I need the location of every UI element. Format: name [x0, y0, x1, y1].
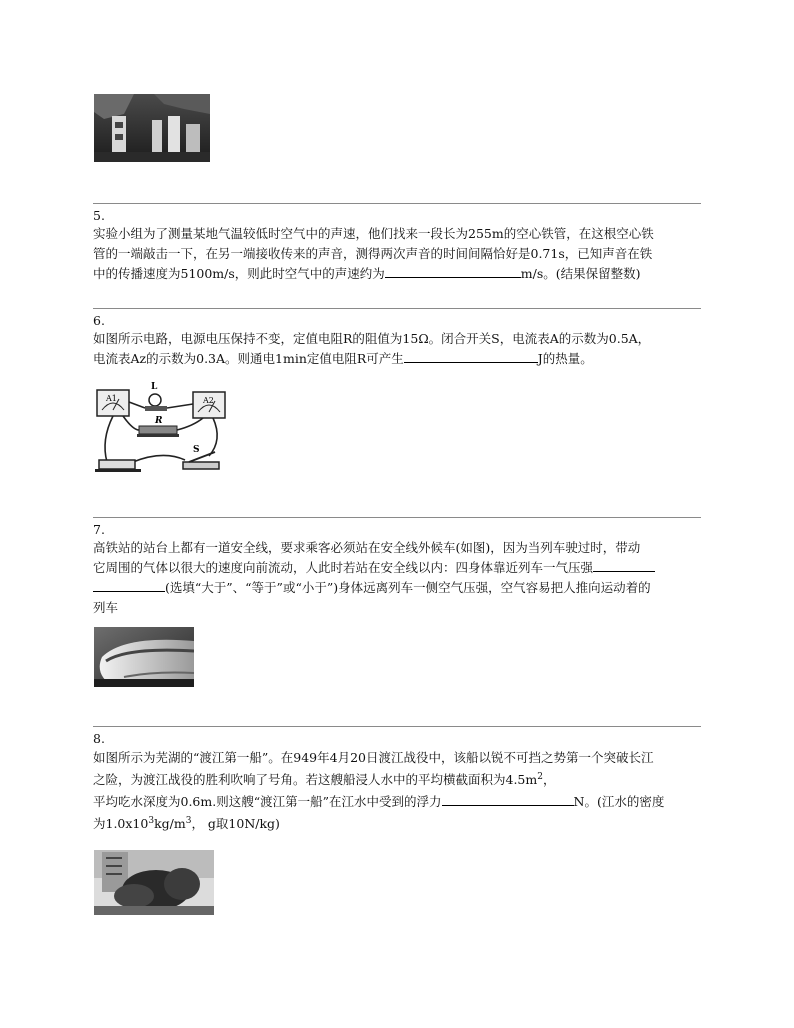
ammeter-a2-label: A2	[203, 396, 214, 405]
question-8-line-2-text: 之险，为渡江战役的胜利吹响了号角。若这艘船浸人水中的平均横截面积为4.5m	[93, 772, 538, 787]
question-5-line-3-end: m/s。(结果保留整数)	[520, 266, 641, 281]
train-photo	[94, 627, 194, 687]
question-6-line-2-end: J的热量。	[537, 351, 593, 366]
question-4-photo	[94, 94, 210, 162]
question-8-number: 8.	[93, 731, 105, 746]
question-8-text	[93, 747, 705, 835]
divider-q8	[93, 726, 701, 727]
question-8-density-unit: kg/m	[154, 816, 186, 831]
question-8-unit-exponent: 3	[185, 815, 192, 826]
question-7-number: 7.	[93, 522, 105, 537]
divider-q7	[93, 517, 701, 518]
question-8-line-1: 如图所示为芜湖的“渡江第一船”。在949年4月20日渡江战役中，该船以锐不可挡之势第一个突破长江	[93, 750, 654, 765]
question-6-text	[93, 329, 705, 369]
question-8-density-exponent: 3	[148, 815, 155, 826]
question-7-text	[93, 538, 705, 618]
question-5-line-3-start: 中的传播速度为5100m/s，则此时空气中的声速约为	[93, 266, 385, 281]
question-7-line-3	[93, 578, 705, 598]
question-5-answer-blank[interactable]	[385, 264, 521, 278]
question-7-line-2	[93, 558, 705, 578]
divider-q5	[93, 203, 701, 204]
question-8-area-exponent: 2	[537, 771, 543, 782]
question-6-line-2-start: 电流表Az的示数为0.3A。则通电1min定值电阻R可产生	[93, 351, 404, 366]
resistor-label: R	[155, 416, 163, 426]
divider-q6	[93, 308, 701, 309]
ferry-boat-photo	[94, 850, 214, 915]
question-6-answer-blank[interactable]	[404, 349, 538, 363]
question-8-line-4-end: ， g取10N/kg)	[191, 816, 280, 831]
circuit-diagram	[93, 380, 229, 478]
question-5-text	[93, 224, 705, 284]
ammeter-a1	[97, 390, 129, 416]
question-8-line-3-end: N。(江水的密度	[573, 794, 665, 809]
question-6-number: 6.	[93, 313, 105, 328]
question-5-line-2: 管的一端敲击一下，在另一端接收传来的声音，测得两次声音的时间间隔恰好是0.71s，已知声音在铁	[93, 246, 653, 261]
question-8-line-2-end: ，	[542, 772, 556, 787]
ammeter-a2	[193, 392, 225, 418]
question-8-line-3	[93, 791, 705, 813]
question-7-answer-blank-b[interactable]	[93, 578, 165, 592]
question-8-line-4	[93, 813, 705, 835]
question-7-line-2-text: 它周围的气体以很大的速度向前流动，人此时若站在安全线以内：四身体靠近列车一气压强	[93, 560, 594, 575]
question-5-line-3	[93, 264, 705, 284]
lamp-label: L	[151, 382, 158, 392]
question-8-line-3-start: 平均吃水深度为0.6m.则这艘“渡江第一船”在江水中受到的浮力	[93, 794, 442, 809]
question-6-line-2	[93, 349, 705, 369]
question-8-answer-blank[interactable]	[442, 792, 574, 806]
question-7-line-1: 高铁站的站台上都有一道安全线，要求乘客必须站在安全线外候车(如图)，因为当列车驶过时，带动	[93, 540, 641, 555]
question-8-density-base: 为1.0x10	[93, 816, 149, 831]
question-7-answer-blank-a[interactable]	[593, 558, 655, 572]
question-7-line-4: 列车	[93, 600, 119, 615]
question-8-line-2	[93, 769, 705, 791]
question-5-number: 5.	[93, 208, 105, 223]
question-5-line-1: 实验小组为了测量某地气温较低时空气中的声速，他们找来一段长为255m的空心铁管，在这根空心铁	[93, 226, 654, 241]
ammeter-a1-label: A1	[106, 394, 117, 403]
battery-icon	[95, 460, 141, 472]
switch-label: S	[193, 445, 200, 455]
question-7-line-3-text: (选填“大于”、“等于”或“小于”)身体远离列车一侧空气压强，空气容易把人推向运动着的	[165, 580, 651, 595]
question-6-line-1: 如图所示电路，电源电压保持不变，定值电阻R的阻值为15Ω。闭合开关S，电流表A的示数为0.5A，	[93, 331, 651, 346]
